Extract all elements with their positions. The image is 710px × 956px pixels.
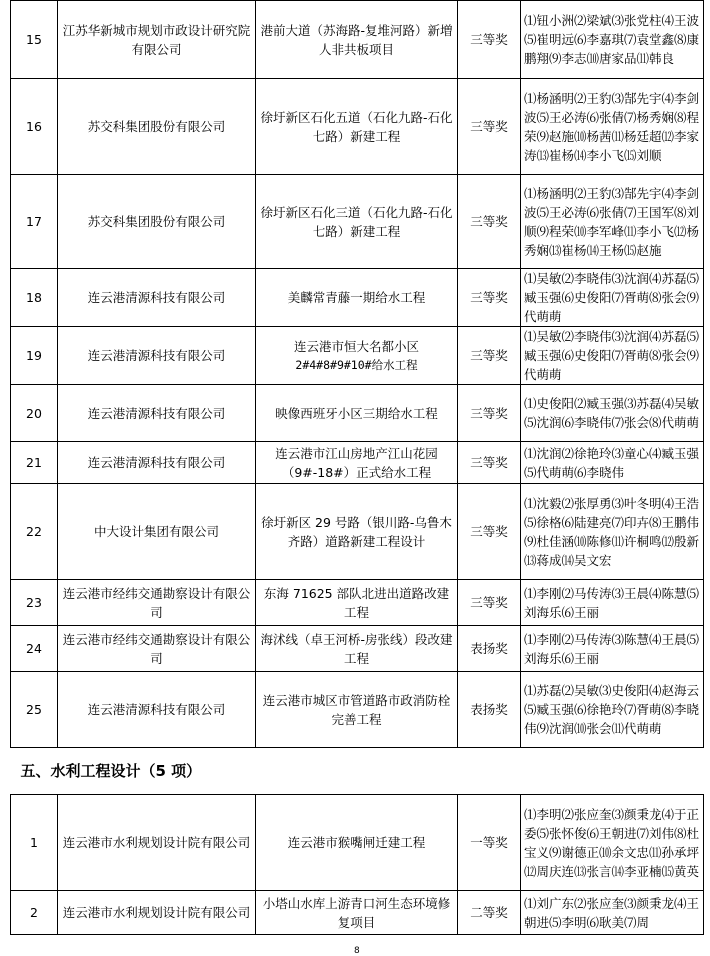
- unit-cell: 连云港清源科技有限公司: [58, 442, 256, 484]
- project-cell: 徐圩新区 29 号路（银川路-乌鲁木齐路）道路新建工程设计: [256, 484, 458, 580]
- table-row: [11, 484, 704, 580]
- table-row: [11, 795, 704, 891]
- unit-cell: 连云港清源科技有限公司: [58, 672, 256, 748]
- row-number: 22: [11, 484, 58, 580]
- grade-cell: 三等奖: [458, 1, 521, 79]
- project-cell: 港前大道（苏海路-复堆河路）新増人非共板项目: [256, 1, 458, 79]
- project-cell: 连云港市猴嘴闸迁建工程: [256, 795, 458, 891]
- grade-cell: 表扬奖: [458, 626, 521, 672]
- section-heading-row: [11, 748, 704, 795]
- row-number: 17: [11, 175, 58, 269]
- grade-cell: 三等奖: [458, 327, 521, 385]
- unit-cell: 苏交科集团股份有限公司: [58, 175, 256, 269]
- people-cell: ⑴史俊阳⑵臧玉强⑶苏磊⑷吴敏⑸沈润⑹李晓伟⑺张会⑻代萌萌: [521, 385, 704, 442]
- row-number: 21: [11, 442, 58, 484]
- grade-cell: 三等奖: [458, 269, 521, 327]
- project-cell: 映像西班牙小区三期给水工程: [256, 385, 458, 442]
- project-cell: 小塔山水库上游青口河生态环境修复项目: [256, 891, 458, 935]
- grade-cell: 三等奖: [458, 484, 521, 580]
- project-line-1: 连云港市恒大名都小区: [293, 338, 419, 354]
- row-number: 15: [11, 1, 58, 79]
- row-number: 1: [11, 795, 58, 891]
- people-cell: ⑴李刚⑵马传涛⑶王晨⑷陈慧⑸刘海乐⑹王丽: [521, 580, 704, 626]
- row-number: 18: [11, 269, 58, 327]
- table-row: [11, 442, 704, 484]
- people-cell: ⑴沈润⑵徐艳玲⑶童心⑷臧玉强⑸代萌萌⑹李晓伟: [521, 442, 704, 484]
- table-row: [11, 580, 704, 626]
- project-cell: 东海 71625 部队北进出道路改建工程: [256, 580, 458, 626]
- row-number: 24: [11, 626, 58, 672]
- table-row: [11, 79, 704, 175]
- people-cell: ⑴吴敏⑵李晓伟⑶沈润⑷苏磊⑸臧玉强⑹史俊阳⑺胥萌⑻张会⑼代萌萌: [521, 327, 704, 385]
- table-row: [11, 672, 704, 748]
- project-cell: 徐圩新区石化三道（石化九路-石化七路）新建工程: [256, 175, 458, 269]
- unit-cell: 苏交科集团股份有限公司: [58, 79, 256, 175]
- table-row: [11, 269, 704, 327]
- unit-cell: 连云港清源科技有限公司: [58, 385, 256, 442]
- page-number-mark: 8: [354, 946, 360, 956]
- table-row: [11, 385, 704, 442]
- grade-cell: 一等奖: [458, 795, 521, 891]
- table-row: [11, 891, 704, 935]
- grade-cell: 三等奖: [458, 175, 521, 269]
- project-cell: 连云港市城区市管道路市政消防栓完善工程: [256, 672, 458, 748]
- project-cell: 美麟常青藤一期给水工程: [256, 269, 458, 327]
- people-cell: ⑴李明⑵张应奎⑶颜秉龙⑷于正委⑸张怀俊⑹王朝进⑺刘伟⑻杜宝义⑼谢德正⑽余文忠⑾孙承坪⑿周庆连⒀张言⒁李亚楠⒂黄英: [521, 795, 704, 891]
- project-cell: 徐圩新区石化五道（石化九路-石化七路）新建工程: [256, 79, 458, 175]
- grade-cell: 三等奖: [458, 442, 521, 484]
- project-cell: 海沭线（卓王河桥-房张线）段改建工程: [256, 626, 458, 672]
- table-row: [11, 626, 704, 672]
- people-cell: ⑴钮小洲⑵梁斌⑶张党柱⑷王波⑸崔明远⑹李嘉琪⑺袁堂鑫⑻康鹏翔⑼李志⑽唐家品⑾韩良: [521, 1, 704, 79]
- people-cell: ⑴苏磊⑵吴敏⑶史俊阳⑷赵海云⑸臧玉强⑹徐艳玲⑺胥萌⑻李晓伟⑼沈润⑽张会⑾代萌萌: [521, 672, 704, 748]
- project-cell: 连云港市江山房地产江山花园（9#-18#）正式给水工程: [256, 442, 458, 484]
- unit-cell: 连云港市水利规划设计院有限公司: [58, 795, 256, 891]
- row-number: 25: [11, 672, 58, 748]
- grade-cell: 二等奖: [458, 891, 521, 935]
- project-line-2: 2#4#8#9#10#给水工程: [295, 357, 418, 372]
- people-cell: ⑴沈毅⑵张厚勇⑶叶冬明⑷王浩⑸徐格⑹陆建亮⑺印卉⑻王鹏伟⑼杜佳涵⑽陈修⑾许桐鸣⑿殷新⒀蒋成⒁吴文宏: [521, 484, 704, 580]
- project-cell: [256, 327, 458, 385]
- unit-cell: 连云港市经纬交通勘察设计有限公司: [58, 580, 256, 626]
- people-cell: ⑴杨涵明⑵王豹⑶郜先宇⑷李剑波⑸王必涛⑹张倩⑺杨秀娴⑻程荣⑼赵施⑽杨茜⑾杨廷超⑿李家涛⒀崔杨⒁李小飞⒂刘顺: [521, 79, 704, 175]
- people-cell: ⑴杨涵明⑵王豹⑶郜先宇⑷李剑波⑸王必涛⑹张倩⑺王国军⑻刘顺⑼程荣⑽李军峰⑾李小飞⑿杨秀娴⒀崔杨⒁王杨⒂赵施: [521, 175, 704, 269]
- unit-cell: 连云港清源科技有限公司: [58, 327, 256, 385]
- row-number: 16: [11, 79, 58, 175]
- row-number: 20: [11, 385, 58, 442]
- row-number: 23: [11, 580, 58, 626]
- people-cell: ⑴李刚⑵马传涛⑶陈慧⑷王晨⑸刘海乐⑹王丽: [521, 626, 704, 672]
- table-row: [11, 175, 704, 269]
- awards-table: [10, 0, 704, 935]
- people-cell: ⑴吴敏⑵李晓伟⑶沈润⑷苏磊⑸臧玉强⑹史俊阳⑺胥萌⑻张会⑼代萌萌: [521, 269, 704, 327]
- unit-cell: 连云港市经纬交通勘察设计有限公司: [58, 626, 256, 672]
- table-row: [11, 327, 704, 385]
- row-number: 19: [11, 327, 58, 385]
- people-cell: ⑴刘广东⑵张应奎⑶颜秉龙⑷王朝进⑸李明⑹耿美⑺周: [521, 891, 704, 935]
- table-row: [11, 1, 704, 79]
- grade-cell: 表扬奖: [458, 672, 521, 748]
- section-title: 五、水利工程设计（5 项）: [11, 748, 704, 795]
- unit-cell: 中大设计集团有限公司: [58, 484, 256, 580]
- grade-cell: 三等奖: [458, 385, 521, 442]
- grade-cell: 三等奖: [458, 580, 521, 626]
- row-number: 2: [11, 891, 58, 935]
- unit-cell: 连云港市水利规划设计院有限公司: [58, 891, 256, 935]
- unit-cell: 江苏华新城市规划市政设计研究院有限公司: [58, 1, 256, 79]
- grade-cell: 三等奖: [458, 79, 521, 175]
- unit-cell: 连云港清源科技有限公司: [58, 269, 256, 327]
